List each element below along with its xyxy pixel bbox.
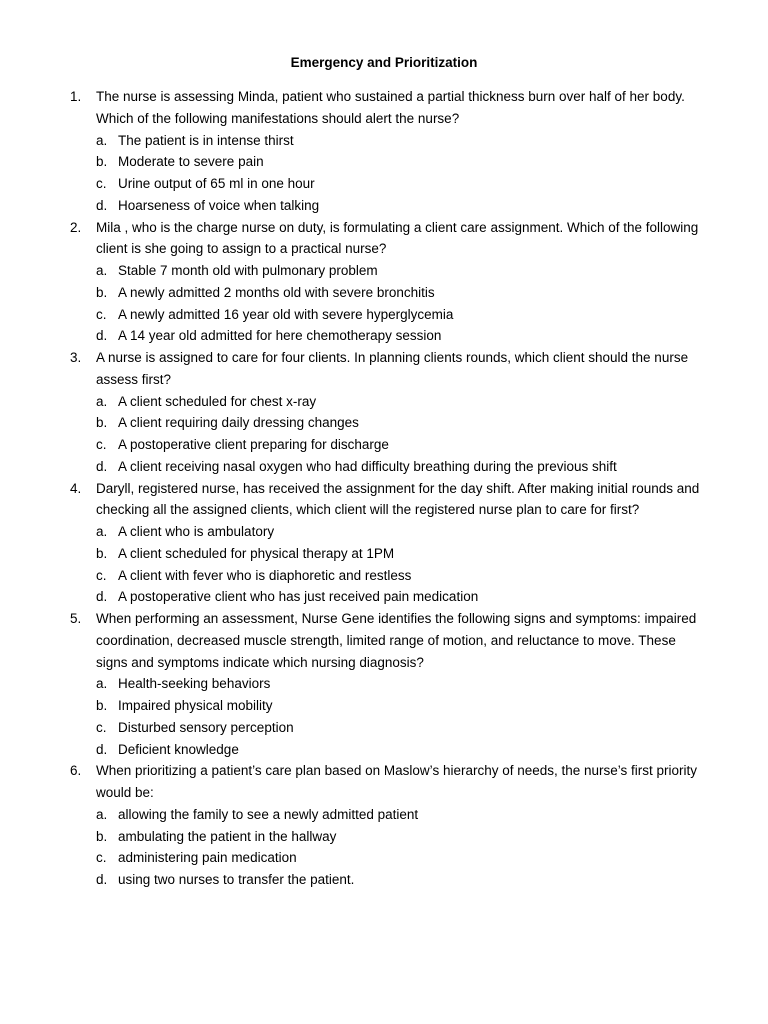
- question-1: [0, 86, 768, 217]
- option-text: A client with fever who is diaphoretic and restless: [118, 567, 412, 583]
- question-number: 4.: [70, 480, 82, 496]
- answer-option: [0, 869, 768, 891]
- option-text: The patient is in intense thirst: [118, 132, 294, 148]
- option-letter: b.: [96, 284, 108, 300]
- question-number: 5.: [70, 611, 82, 626]
- answer-option: [0, 847, 768, 869]
- option-text: using two nurses to transfer the patient.: [118, 872, 355, 887]
- option-letter: c.: [96, 176, 107, 191]
- question-number: 6.: [70, 763, 82, 779]
- option-text: A postoperative client who has just received pain medication: [118, 589, 479, 605]
- answer-option: [0, 565, 768, 587]
- answer-option: [0, 325, 768, 347]
- option-text: Urine output of 65 ml in one hour: [118, 176, 315, 191]
- answer-option: [0, 717, 768, 739]
- option-letter: b.: [96, 828, 108, 844]
- option-text: A client scheduled for physical therapy at 1PM: [118, 545, 395, 561]
- option-letter: a.: [96, 806, 108, 822]
- option-text: ambulating the patient in the hallway: [118, 828, 337, 844]
- answer-option: [0, 521, 768, 543]
- question-number: 3.: [70, 350, 82, 365]
- option-text: A client scheduled for chest x-ray: [118, 393, 317, 409]
- option-text: A 14 year old admitted for here chemotherapy session: [118, 328, 442, 344]
- option-letter: d.: [96, 458, 108, 474]
- option-list: [0, 130, 768, 217]
- question-text: When performing an assessment, Nurse Gene identifies the following signs and symptoms: impaired coordination, decreased muscle strength, limited range of motion, and reluctance to move. These signs and symptoms indicate which nursing diagnosis?: [96, 611, 697, 670]
- option-text: A newly admitted 2 months old with severe bronchitis: [118, 284, 435, 300]
- question-5: [0, 608, 768, 760]
- question-text: Daryll, registered nurse, has received the assignment for the day shift. After making initial rounds and checking all the assigned clients, which client will the registered nurse plan to care for first?: [96, 480, 700, 518]
- option-list: [0, 260, 768, 347]
- option-letter: a.: [96, 524, 108, 539]
- answer-option: [0, 434, 768, 456]
- question-6: [0, 760, 768, 891]
- option-letter: c.: [96, 437, 107, 452]
- option-letter: a.: [96, 676, 108, 692]
- option-text: Moderate to severe pain: [118, 154, 264, 170]
- answer-option: [0, 195, 768, 217]
- question-text: Mila , who is the charge nurse on duty, is formulating a client care assignment. Which of the following client is she going to assign to a practical nurse?: [96, 219, 699, 257]
- option-letter: b.: [96, 545, 108, 561]
- answer-option: [0, 543, 768, 565]
- option-list: [0, 673, 768, 760]
- answer-option: [0, 412, 768, 434]
- answer-option: [0, 130, 768, 152]
- option-list: [0, 804, 768, 891]
- option-letter: d.: [96, 741, 108, 757]
- option-letter: d.: [96, 872, 108, 887]
- question-number: 1.: [70, 89, 82, 104]
- answer-option: [0, 260, 768, 282]
- option-text: allowing the family to see a newly admitted patient: [118, 806, 419, 822]
- option-letter: a.: [96, 132, 108, 148]
- option-letter: c.: [96, 306, 107, 322]
- option-letter: d.: [96, 589, 108, 605]
- answer-option: [0, 391, 768, 413]
- option-letter: d.: [96, 328, 108, 344]
- option-letter: a.: [96, 263, 108, 278]
- option-text: Disturbed sensory perception: [118, 719, 294, 735]
- option-text: A client receiving nasal oxygen who had difficulty breathing during the previous shift: [118, 458, 617, 474]
- option-letter: c.: [96, 719, 107, 735]
- option-text: A newly admitted 16 year old with severe hyperglycemia: [118, 306, 454, 322]
- answer-option: [0, 739, 768, 761]
- answer-option: [0, 304, 768, 326]
- option-text: A client who is ambulatory: [118, 524, 275, 539]
- option-letter: c.: [96, 567, 107, 583]
- option-letter: c.: [96, 850, 107, 866]
- answer-option: [0, 826, 768, 848]
- question-text: The nurse is assessing Minda, patient who sustained a partial thickness burn over half of her body. Which of the following manifestations should alert the nurse?: [96, 89, 685, 126]
- option-text: Hoarseness of voice when talking: [118, 197, 320, 213]
- question-4: [0, 478, 768, 609]
- option-text: Stable 7 month old with pulmonary problem: [118, 263, 378, 278]
- option-text: Impaired physical mobility: [118, 698, 273, 713]
- option-text: A client requiring daily dressing changes: [118, 415, 359, 431]
- question-number: 2.: [70, 219, 82, 235]
- question-2: [0, 217, 768, 348]
- question-list: [0, 86, 768, 891]
- answer-option: [0, 804, 768, 826]
- option-text: A postoperative client preparing for discharge: [118, 437, 389, 452]
- question-text: When prioritizing a patient’s care plan based on Maslow’s hierarchy of needs, the nurse’s first priority would be:: [96, 763, 698, 800]
- answer-option: [0, 586, 768, 608]
- answer-option: [0, 151, 768, 173]
- question-text: A nurse is assigned to care for four clients. In planning clients rounds, which client should the nurse assess first?: [96, 350, 689, 387]
- option-letter: b.: [96, 154, 108, 170]
- option-list: [0, 391, 768, 478]
- answer-option: [0, 456, 768, 478]
- option-text: Deficient knowledge: [118, 741, 239, 757]
- option-letter: b.: [96, 415, 108, 431]
- option-letter: d.: [96, 197, 108, 213]
- question-3: [0, 347, 768, 478]
- document-title: Emergency and Prioritization: [290, 55, 478, 70]
- option-text: administering pain medication: [118, 850, 297, 866]
- option-letter: b.: [96, 698, 108, 713]
- option-text: Health-seeking behaviors: [118, 676, 271, 692]
- option-list: [0, 521, 768, 608]
- option-letter: a.: [96, 393, 108, 409]
- answer-option: [0, 282, 768, 304]
- answer-option: [0, 695, 768, 717]
- answer-option: [0, 173, 768, 195]
- answer-option: [0, 673, 768, 695]
